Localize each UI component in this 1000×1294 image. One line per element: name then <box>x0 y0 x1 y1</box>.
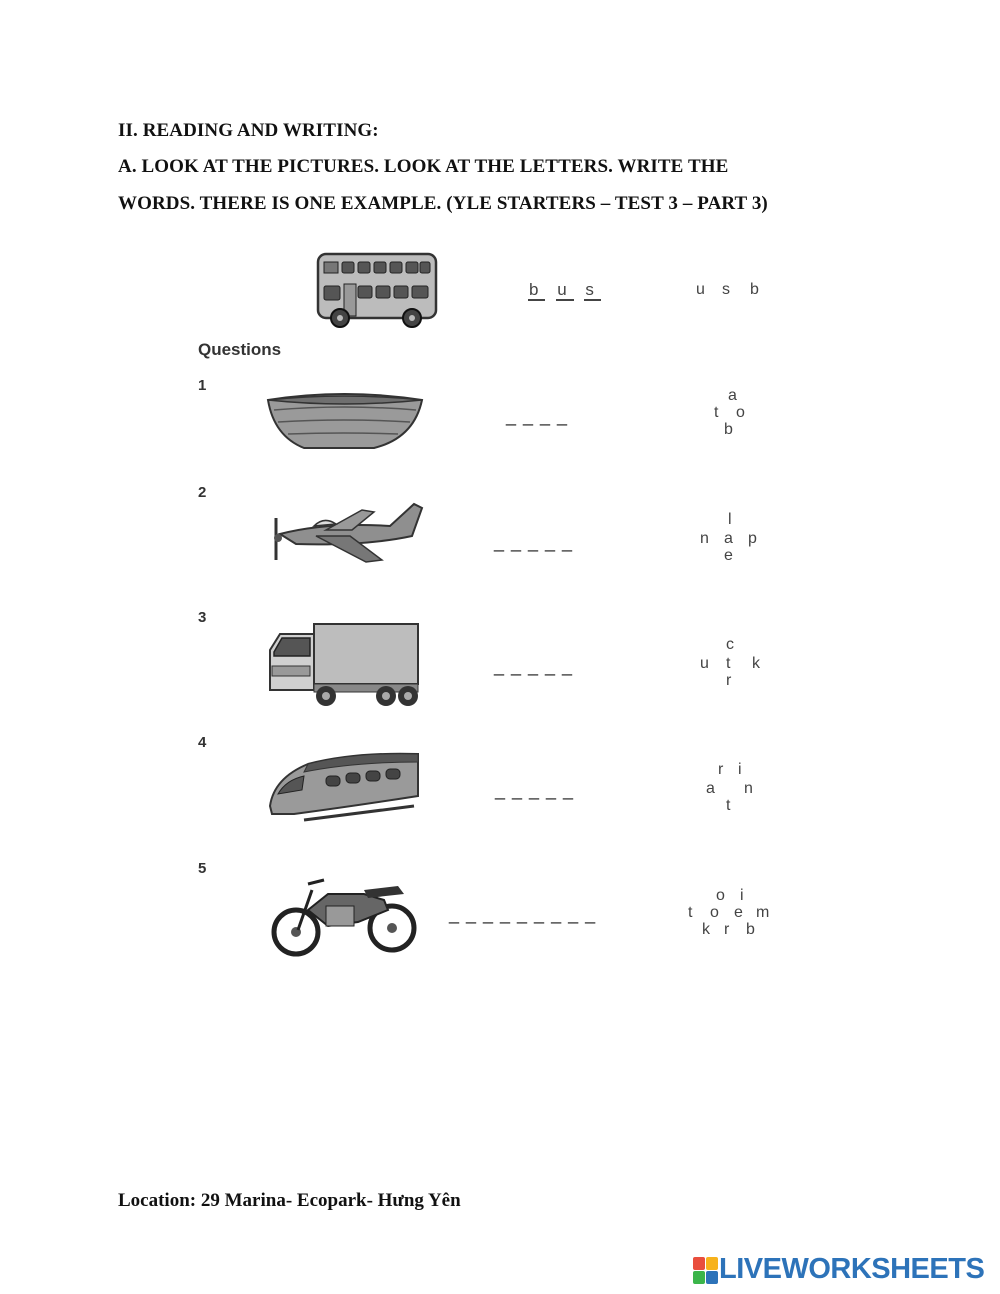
scrambled-letters <box>706 761 766 821</box>
boat-icon <box>264 386 426 458</box>
letter: b <box>750 281 759 298</box>
letter: u <box>700 655 709 672</box>
letter: r <box>724 921 730 938</box>
train-icon <box>264 750 422 830</box>
letter: l <box>728 511 732 528</box>
letter: t <box>714 404 719 421</box>
letter: k <box>702 921 710 938</box>
letter: a <box>724 530 733 547</box>
question-number: 2 <box>198 484 207 501</box>
letter: e <box>734 904 743 921</box>
letter: b <box>724 421 733 438</box>
scrambled-letters <box>688 887 778 947</box>
example-letter: s <box>585 280 600 299</box>
letter: n <box>700 530 709 547</box>
example-letters <box>696 281 776 301</box>
example-letter: u <box>557 280 573 299</box>
letter: i <box>738 761 742 778</box>
letter: k <box>752 655 760 672</box>
answer-blanks[interactable]: _ _ _ _ _ <box>494 656 574 676</box>
questions-label: Questions <box>198 340 282 359</box>
letter: u <box>696 281 705 298</box>
answer-blanks[interactable]: _ _ _ _ _ <box>494 532 574 552</box>
example-answer <box>528 280 601 300</box>
logo-icon <box>693 1257 717 1283</box>
answer-blanks[interactable]: _ _ _ _ <box>506 406 569 426</box>
letter: o <box>736 404 745 421</box>
letter: n <box>744 780 753 797</box>
letter: o <box>710 904 719 921</box>
scrambled-letters <box>710 387 750 447</box>
location-footer: Location: 29 Marina- Ecopark- Hưng Yên <box>118 1190 461 1211</box>
scrambled-letters <box>698 636 768 696</box>
letter: i <box>740 887 744 904</box>
question-number: 4 <box>198 734 207 751</box>
letter: t <box>688 904 693 921</box>
letter: r <box>726 672 732 689</box>
example-letter: b <box>529 280 545 299</box>
letter: t <box>726 655 731 672</box>
liveworksheets-logo[interactable] <box>693 1253 984 1286</box>
brand-name: LIVEWORKSHEETS <box>719 1253 985 1285</box>
letter: r <box>718 761 724 778</box>
letter: b <box>746 921 755 938</box>
letter: c <box>726 636 734 653</box>
plane-icon <box>266 496 426 572</box>
question-number: 1 <box>198 377 207 394</box>
truck-icon <box>266 620 422 712</box>
answer-blanks[interactable]: _ _ _ _ _ _ _ _ _ <box>449 904 597 924</box>
section-heading: II. READING AND WRITING: <box>118 120 379 141</box>
letter: t <box>726 797 731 814</box>
answer-blanks[interactable]: _ _ _ _ _ <box>495 780 575 800</box>
letter: p <box>748 530 757 547</box>
question-number: 3 <box>198 609 207 626</box>
letter: a <box>728 387 737 404</box>
instruction-line-2: WORDS. THERE IS ONE EXAMPLE. (YLE STARTERS – TEST 3 – PART 3) <box>118 193 768 214</box>
letter: o <box>716 887 725 904</box>
motorbike-icon <box>268 870 420 958</box>
letter: m <box>756 904 770 921</box>
scrambled-letters <box>700 511 770 571</box>
letter: a <box>706 780 715 797</box>
letter: s <box>722 281 730 298</box>
letter: e <box>724 547 733 564</box>
instruction-line-1: A. LOOK AT THE PICTURES. LOOK AT THE LETTERS. WRITE THE <box>118 156 729 177</box>
question-number: 5 <box>198 860 207 877</box>
bus-icon <box>312 248 442 330</box>
